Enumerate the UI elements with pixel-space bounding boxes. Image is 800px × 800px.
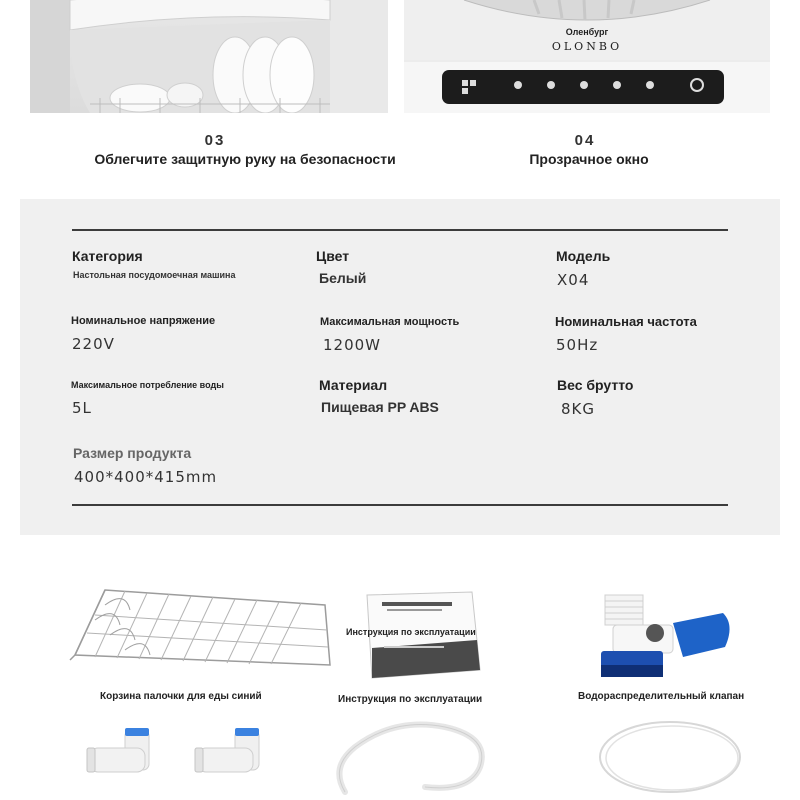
feature-number-03: 03 xyxy=(204,132,226,149)
category-value: Настольная посудомоечная машина xyxy=(73,270,236,280)
water-label: Максимальное потребление воды xyxy=(71,380,224,390)
brand-latin: OLONBO xyxy=(551,40,623,53)
dishwasher-front-photo xyxy=(404,0,770,113)
weight-label: Вес брутто xyxy=(557,377,634,393)
dishwasher-open-illustration xyxy=(30,0,388,113)
chopstick-basket-label: Корзина палочки для еды синий xyxy=(100,691,262,702)
elbow-fitting-2 xyxy=(195,728,259,772)
dishwasher-window-illustration xyxy=(404,0,770,113)
water-valve-image xyxy=(595,585,745,680)
specifications-panel xyxy=(20,199,780,535)
size-value: 400*400*415mm xyxy=(74,468,218,486)
power-label: Максимальная мощность xyxy=(320,316,460,328)
dish-rack-photo xyxy=(30,0,388,113)
material-value: Пищевая PP ABS xyxy=(321,399,439,415)
frequency-value: 50Hz xyxy=(556,336,599,354)
dish-rack-image xyxy=(65,585,335,675)
frequency-label: Номинальная частота xyxy=(555,314,697,329)
voltage-value: 220V xyxy=(72,335,115,353)
water-value: 5L xyxy=(72,399,92,417)
manual-label: Инструкция по эксплуатации xyxy=(338,694,483,705)
material-label: Материал xyxy=(319,377,388,393)
color-label: Цвет xyxy=(316,248,350,264)
color-value: Белый xyxy=(319,270,367,286)
feature-title-03: Облегчите защитную руку на безопасности xyxy=(94,151,396,167)
weight-value: 8KG xyxy=(561,400,596,418)
hose-image xyxy=(325,712,500,797)
brand-cyrillic: Оленбург xyxy=(565,27,609,37)
feature-title-04: Прозрачное окно xyxy=(529,151,649,167)
elbow-fitting-1 xyxy=(87,728,149,772)
water-valve-label: Водораспределительный клапан xyxy=(578,691,745,702)
model-label: Модель xyxy=(556,248,611,264)
model-value: X04 xyxy=(557,271,590,289)
tube-coil-image xyxy=(590,712,750,797)
elbow-fittings-image xyxy=(85,720,285,790)
top-divider xyxy=(72,229,728,231)
category-label: Категория xyxy=(72,248,143,264)
power-value: 1200W xyxy=(323,336,382,354)
voltage-label: Номинальное напряжение xyxy=(71,315,216,327)
size-label: Размер продукта xyxy=(73,445,192,461)
manual-overlay-label: Инструкция по эксплуатации xyxy=(346,627,476,637)
bottom-divider xyxy=(72,504,728,506)
feature-number-04: 04 xyxy=(574,132,596,149)
